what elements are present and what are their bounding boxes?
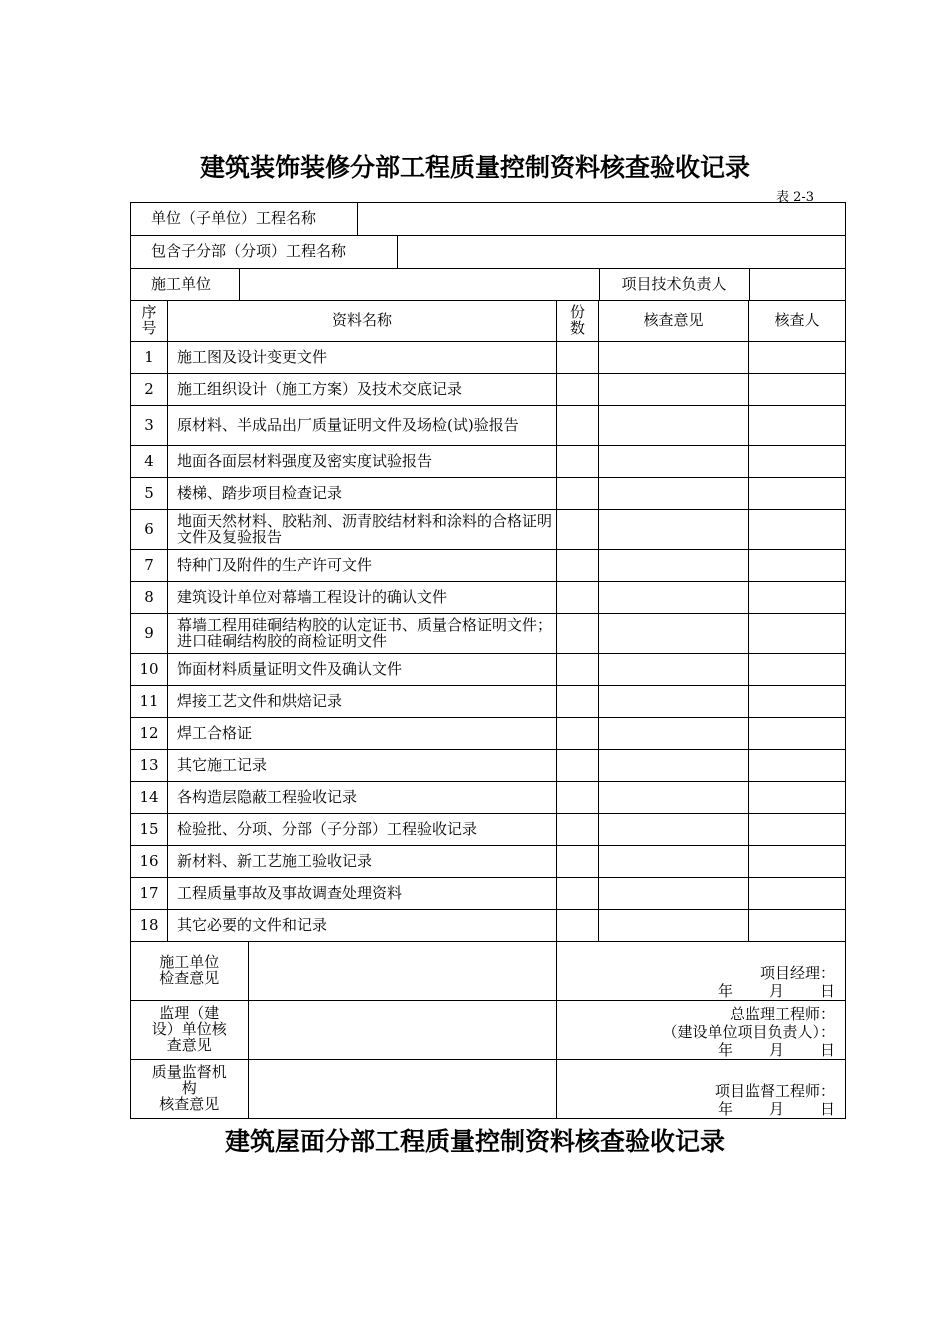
copies-cell[interactable]	[557, 582, 599, 614]
sub-project-label: 包含子分部（分项）工程名称	[131, 236, 397, 268]
document-name: 工程质量事故及事故调查处理资料	[168, 878, 557, 910]
opinion-cell[interactable]	[599, 654, 749, 686]
opinion-cell[interactable]	[599, 614, 749, 654]
copies-cell[interactable]	[557, 510, 599, 550]
table-number: 表 2-3	[776, 190, 815, 205]
checker-cell[interactable]	[749, 478, 846, 510]
checker-cell[interactable]	[749, 814, 846, 846]
document-name: 楼梯、踏步项目检查记录	[168, 478, 557, 510]
seq-header: 序 号	[131, 301, 168, 342]
opinion-cell[interactable]	[599, 406, 749, 446]
checker-header: 核查人	[749, 301, 846, 342]
copies-cell[interactable]	[557, 718, 599, 750]
inspection-table	[130, 202, 846, 1119]
row-number: 11	[131, 686, 168, 718]
chief-supervisor-label: 总监理工程师：	[729, 1005, 835, 1023]
table-row	[131, 654, 846, 686]
table-row	[131, 750, 846, 782]
opinion-cell[interactable]	[599, 686, 749, 718]
date-line: 年 月 日	[717, 1100, 835, 1118]
opinion-cell[interactable]	[599, 846, 749, 878]
row-number: 8	[131, 582, 168, 614]
constructor-label: 施工单位	[131, 269, 239, 300]
opinion-cell[interactable]	[599, 446, 749, 478]
opinion-cell[interactable]	[599, 510, 749, 550]
constructor-opinion-row	[131, 942, 846, 1001]
copies-cell[interactable]	[557, 614, 599, 654]
table-row	[131, 582, 846, 614]
table-row	[131, 478, 846, 510]
supervisor-opinion-area[interactable]	[557, 1001, 846, 1060]
tech-lead-label: 项目技术负责人	[599, 269, 749, 300]
copies-cell[interactable]	[557, 406, 599, 446]
row-number: 4	[131, 446, 168, 478]
copies-cell[interactable]	[557, 878, 599, 910]
row-number: 12	[131, 718, 168, 750]
tech-lead-value[interactable]	[749, 269, 845, 300]
document-name: 其它必要的文件和记录	[168, 910, 557, 942]
checker-cell[interactable]	[749, 446, 846, 478]
opinion-cell[interactable]	[599, 782, 749, 814]
date-line: 年 月 日	[717, 1041, 835, 1059]
row-number: 16	[131, 846, 168, 878]
row-number: 18	[131, 910, 168, 942]
name-header: 资料名称	[168, 301, 557, 342]
constructor-opinion-label: 施工单位 检查意见	[131, 942, 248, 1000]
document-name: 焊接工艺文件和烘焙记录	[168, 686, 557, 718]
row-number: 3	[131, 406, 168, 446]
quality-opinion-row	[131, 1060, 846, 1119]
pm-signature-label: 项目经理：	[759, 964, 835, 982]
document-name: 其它施工记录	[168, 750, 557, 782]
sub-project-value[interactable]	[397, 236, 845, 268]
copies-cell[interactable]	[557, 846, 599, 878]
opinion-cell[interactable]	[599, 718, 749, 750]
sub-project-row	[131, 236, 846, 269]
copies-cell[interactable]	[557, 550, 599, 582]
opinion-cell[interactable]	[599, 550, 749, 582]
checker-cell[interactable]	[749, 654, 846, 686]
table-row	[131, 846, 846, 878]
checker-cell[interactable]	[749, 510, 846, 550]
row-number: 9	[131, 614, 168, 654]
table-row	[131, 614, 846, 654]
document-name: 地面各面层材料强度及密实度试验报告	[168, 446, 557, 478]
row-number: 2	[131, 374, 168, 406]
row-number: 10	[131, 654, 168, 686]
document-name: 施工组织设计（施工方案）及技术交底记录	[168, 374, 557, 406]
document-name: 原材料、半成品出厂质量证明文件及场检(试)验报告	[168, 406, 557, 446]
supervisor-opinion-label: 监理（建 设）单位核 查意见	[131, 1001, 248, 1059]
row-number: 1	[131, 342, 168, 374]
checker-cell[interactable]	[749, 750, 846, 782]
table-row	[131, 910, 846, 942]
document-name: 检验批、分项、分部（子分部）工程验收记录	[168, 814, 557, 846]
copies-cell[interactable]	[557, 814, 599, 846]
column-header-row	[131, 301, 846, 342]
opinion-cell[interactable]	[599, 910, 749, 942]
document-name: 幕墙工程用硅硐结构胶的认定证书、质量合格证明文件；进口硅硐结构胶的商检证明文件	[168, 614, 557, 654]
table-row	[131, 782, 846, 814]
project-name-row	[131, 203, 846, 236]
checker-cell[interactable]	[749, 910, 846, 942]
table-row	[131, 446, 846, 478]
row-number: 17	[131, 878, 168, 910]
date-line: 年 月 日	[717, 982, 835, 1000]
table-row	[131, 878, 846, 910]
row-number: 14	[131, 782, 168, 814]
copies-cell[interactable]	[557, 782, 599, 814]
copies-cell[interactable]	[557, 342, 599, 374]
document-name: 焊工合格证	[168, 718, 557, 750]
copies-cell[interactable]	[557, 478, 599, 510]
checker-cell[interactable]	[749, 582, 846, 614]
row-number: 6	[131, 510, 168, 550]
copies-cell[interactable]	[557, 654, 599, 686]
table-row	[131, 686, 846, 718]
table-row	[131, 550, 846, 582]
row-number: 5	[131, 478, 168, 510]
table-row	[131, 406, 846, 446]
opinion-cell[interactable]	[599, 582, 749, 614]
table-row	[131, 814, 846, 846]
opinion-cell[interactable]	[599, 478, 749, 510]
project-name-value[interactable]	[357, 203, 845, 235]
quality-opinion-label: 质量监督机 构 核查意见	[131, 1060, 248, 1118]
document-name: 新材料、新工艺施工验收记录	[168, 846, 557, 878]
copies-cell[interactable]	[557, 446, 599, 478]
table-row	[131, 342, 846, 374]
opinion-cell[interactable]	[599, 814, 749, 846]
copies-cell[interactable]	[557, 750, 599, 782]
row-number: 7	[131, 550, 168, 582]
constructor-row	[131, 269, 846, 301]
document-name: 施工图及设计变更文件	[168, 342, 557, 374]
quality-opinion-area[interactable]	[557, 1060, 846, 1119]
opinion-header: 核查意见	[599, 301, 749, 342]
copies-header: 份 数	[557, 301, 599, 342]
project-name-label: 单位（子单位）工程名称	[131, 203, 357, 235]
owner-lead-label: （建设单位项目负责人）：	[662, 1023, 835, 1041]
document-title: 建筑装饰装修分部工程质量控制资料核查验收记录	[199, 153, 750, 182]
checker-cell[interactable]	[749, 614, 846, 654]
document-name: 建筑设计单位对幕墙工程设计的确认文件	[168, 582, 557, 614]
opinion-cell[interactable]	[599, 750, 749, 782]
checker-cell[interactable]	[749, 406, 846, 446]
quality-engineer-label: 项目监督工程师：	[714, 1082, 835, 1100]
supervisor-opinion-row	[131, 1001, 846, 1060]
opinion-cell[interactable]	[599, 374, 749, 406]
table-row	[131, 374, 846, 406]
copies-cell[interactable]	[557, 374, 599, 406]
next-section-title: 建筑屋面分部工程质量控制资料核查验收记录	[224, 1127, 725, 1156]
document-name: 特种门及附件的生产许可文件	[168, 550, 557, 582]
checker-cell[interactable]	[749, 686, 846, 718]
row-number: 15	[131, 814, 168, 846]
checker-cell[interactable]	[749, 878, 846, 910]
opinion-cell[interactable]	[599, 878, 749, 910]
copies-cell[interactable]	[557, 910, 599, 942]
copies-cell[interactable]	[557, 686, 599, 718]
checker-cell[interactable]	[749, 782, 846, 814]
document-name: 各构造层隐蔽工程验收记录	[168, 782, 557, 814]
checker-cell[interactable]	[749, 718, 846, 750]
opinion-cell[interactable]	[599, 342, 749, 374]
checker-cell[interactable]	[749, 550, 846, 582]
table-row	[131, 510, 846, 550]
constructor-opinion-area[interactable]	[557, 942, 846, 1001]
checker-cell[interactable]	[749, 846, 846, 878]
constructor-value[interactable]	[239, 269, 599, 300]
checker-cell[interactable]	[749, 374, 846, 406]
document-name: 地面天然材料、胶粘剂、沥青胶结材料和涂料的合格证明文件及复验报告	[168, 510, 557, 550]
checker-cell[interactable]	[749, 342, 846, 374]
document-name: 饰面材料质量证明文件及确认文件	[168, 654, 557, 686]
table-row	[131, 718, 846, 750]
row-number: 13	[131, 750, 168, 782]
